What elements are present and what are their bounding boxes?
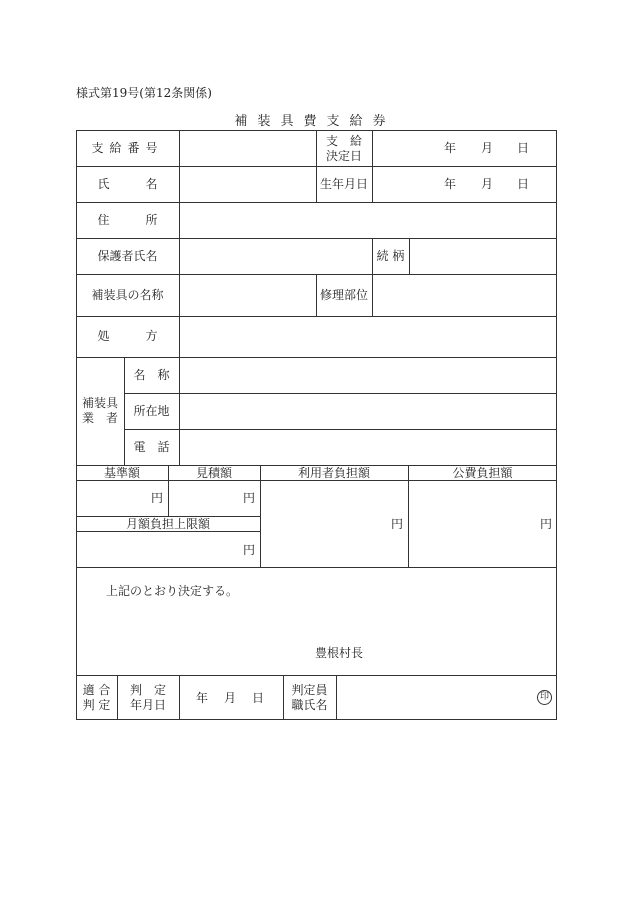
guardian-name-label: 保護者氏名 <box>97 249 158 263</box>
birthdate-label: 生年月日 <box>319 177 368 191</box>
birth-year-label: 年 <box>444 177 457 191</box>
relationship-label: 続 柄 <box>376 249 405 263</box>
user-burden-label: 利用者負担額 <box>297 466 370 480</box>
user-burden-yen-unit: 円 <box>390 517 403 531</box>
row-divider <box>76 567 557 568</box>
vendor-location-label: 所在地 <box>133 404 170 418</box>
name-label: 氏 名 <box>97 177 158 191</box>
row-divider <box>76 675 557 676</box>
decision-date-label-bottom: 決定日 <box>325 149 362 163</box>
judgment-date-label-bottom: 年月日 <box>129 698 166 712</box>
vendor-phone-label: 電 話 <box>133 440 170 454</box>
judge-label-top: 判定員 <box>291 683 328 697</box>
row-divider <box>76 202 557 203</box>
birth-day-label: 日 <box>517 177 530 191</box>
col-divider <box>179 130 180 357</box>
device-name-label: 補装具の名称 <box>91 288 164 302</box>
col-divider <box>408 465 409 567</box>
decision-date-label-top: 支 給 <box>325 134 362 148</box>
suitability-label-bottom: 判 定 <box>82 698 111 712</box>
row-divider <box>76 531 260 532</box>
judgment-date-label-top: 判 定 <box>129 683 166 697</box>
row-divider <box>76 238 557 239</box>
col-divider <box>260 465 261 567</box>
vendor-name-label: 名 称 <box>133 368 170 382</box>
form-style-number: 様式第19号(第12条関係) <box>76 86 212 100</box>
monthly-cap-label: 月額負担上限額 <box>125 517 210 531</box>
decision-day-label: 日 <box>517 141 530 155</box>
row-divider <box>76 480 557 481</box>
estimate-amount-label: 見積額 <box>195 466 232 480</box>
payment-number-label: 支給番号 <box>91 141 164 155</box>
judgment-date-value: 年 月 日 <box>195 691 266 705</box>
row-divider <box>76 316 557 317</box>
seal-mark: 印 <box>537 690 552 705</box>
standard-amount-label: 基準額 <box>103 466 140 480</box>
suitability-label-top: 適 合 <box>82 683 111 697</box>
monthly-cap-yen-unit: 円 <box>242 543 255 557</box>
col-divider <box>372 130 373 202</box>
vendor-label-top: 補装具 <box>81 396 118 410</box>
row-divider <box>76 357 557 358</box>
decision-month-label: 月 <box>481 141 494 155</box>
decision-statement: 上記のとおり決定する。 <box>106 584 239 598</box>
col-divider <box>409 238 410 274</box>
public-burden-yen-unit: 円 <box>539 517 552 531</box>
vendor-label-bottom: 業 者 <box>81 411 118 425</box>
decision-year-label: 年 <box>444 141 457 155</box>
col-divider <box>179 357 180 465</box>
public-burden-label: 公費負担額 <box>452 466 513 480</box>
row-divider <box>124 429 557 430</box>
prescription-label: 処 方 <box>97 329 158 343</box>
birth-month-label: 月 <box>481 177 494 191</box>
standard-yen-unit: 円 <box>150 491 163 505</box>
signatory: 豊根村長 <box>315 646 364 660</box>
judge-label-bottom: 職氏名 <box>291 698 328 712</box>
row-divider <box>124 393 557 394</box>
col-divider <box>336 675 337 720</box>
document-title: 補装具費支給券 <box>234 114 396 129</box>
address-label: 住 所 <box>97 213 158 227</box>
repair-part-label: 修理部位 <box>319 288 368 302</box>
estimate-yen-unit: 円 <box>242 491 255 505</box>
col-divider <box>372 274 373 316</box>
